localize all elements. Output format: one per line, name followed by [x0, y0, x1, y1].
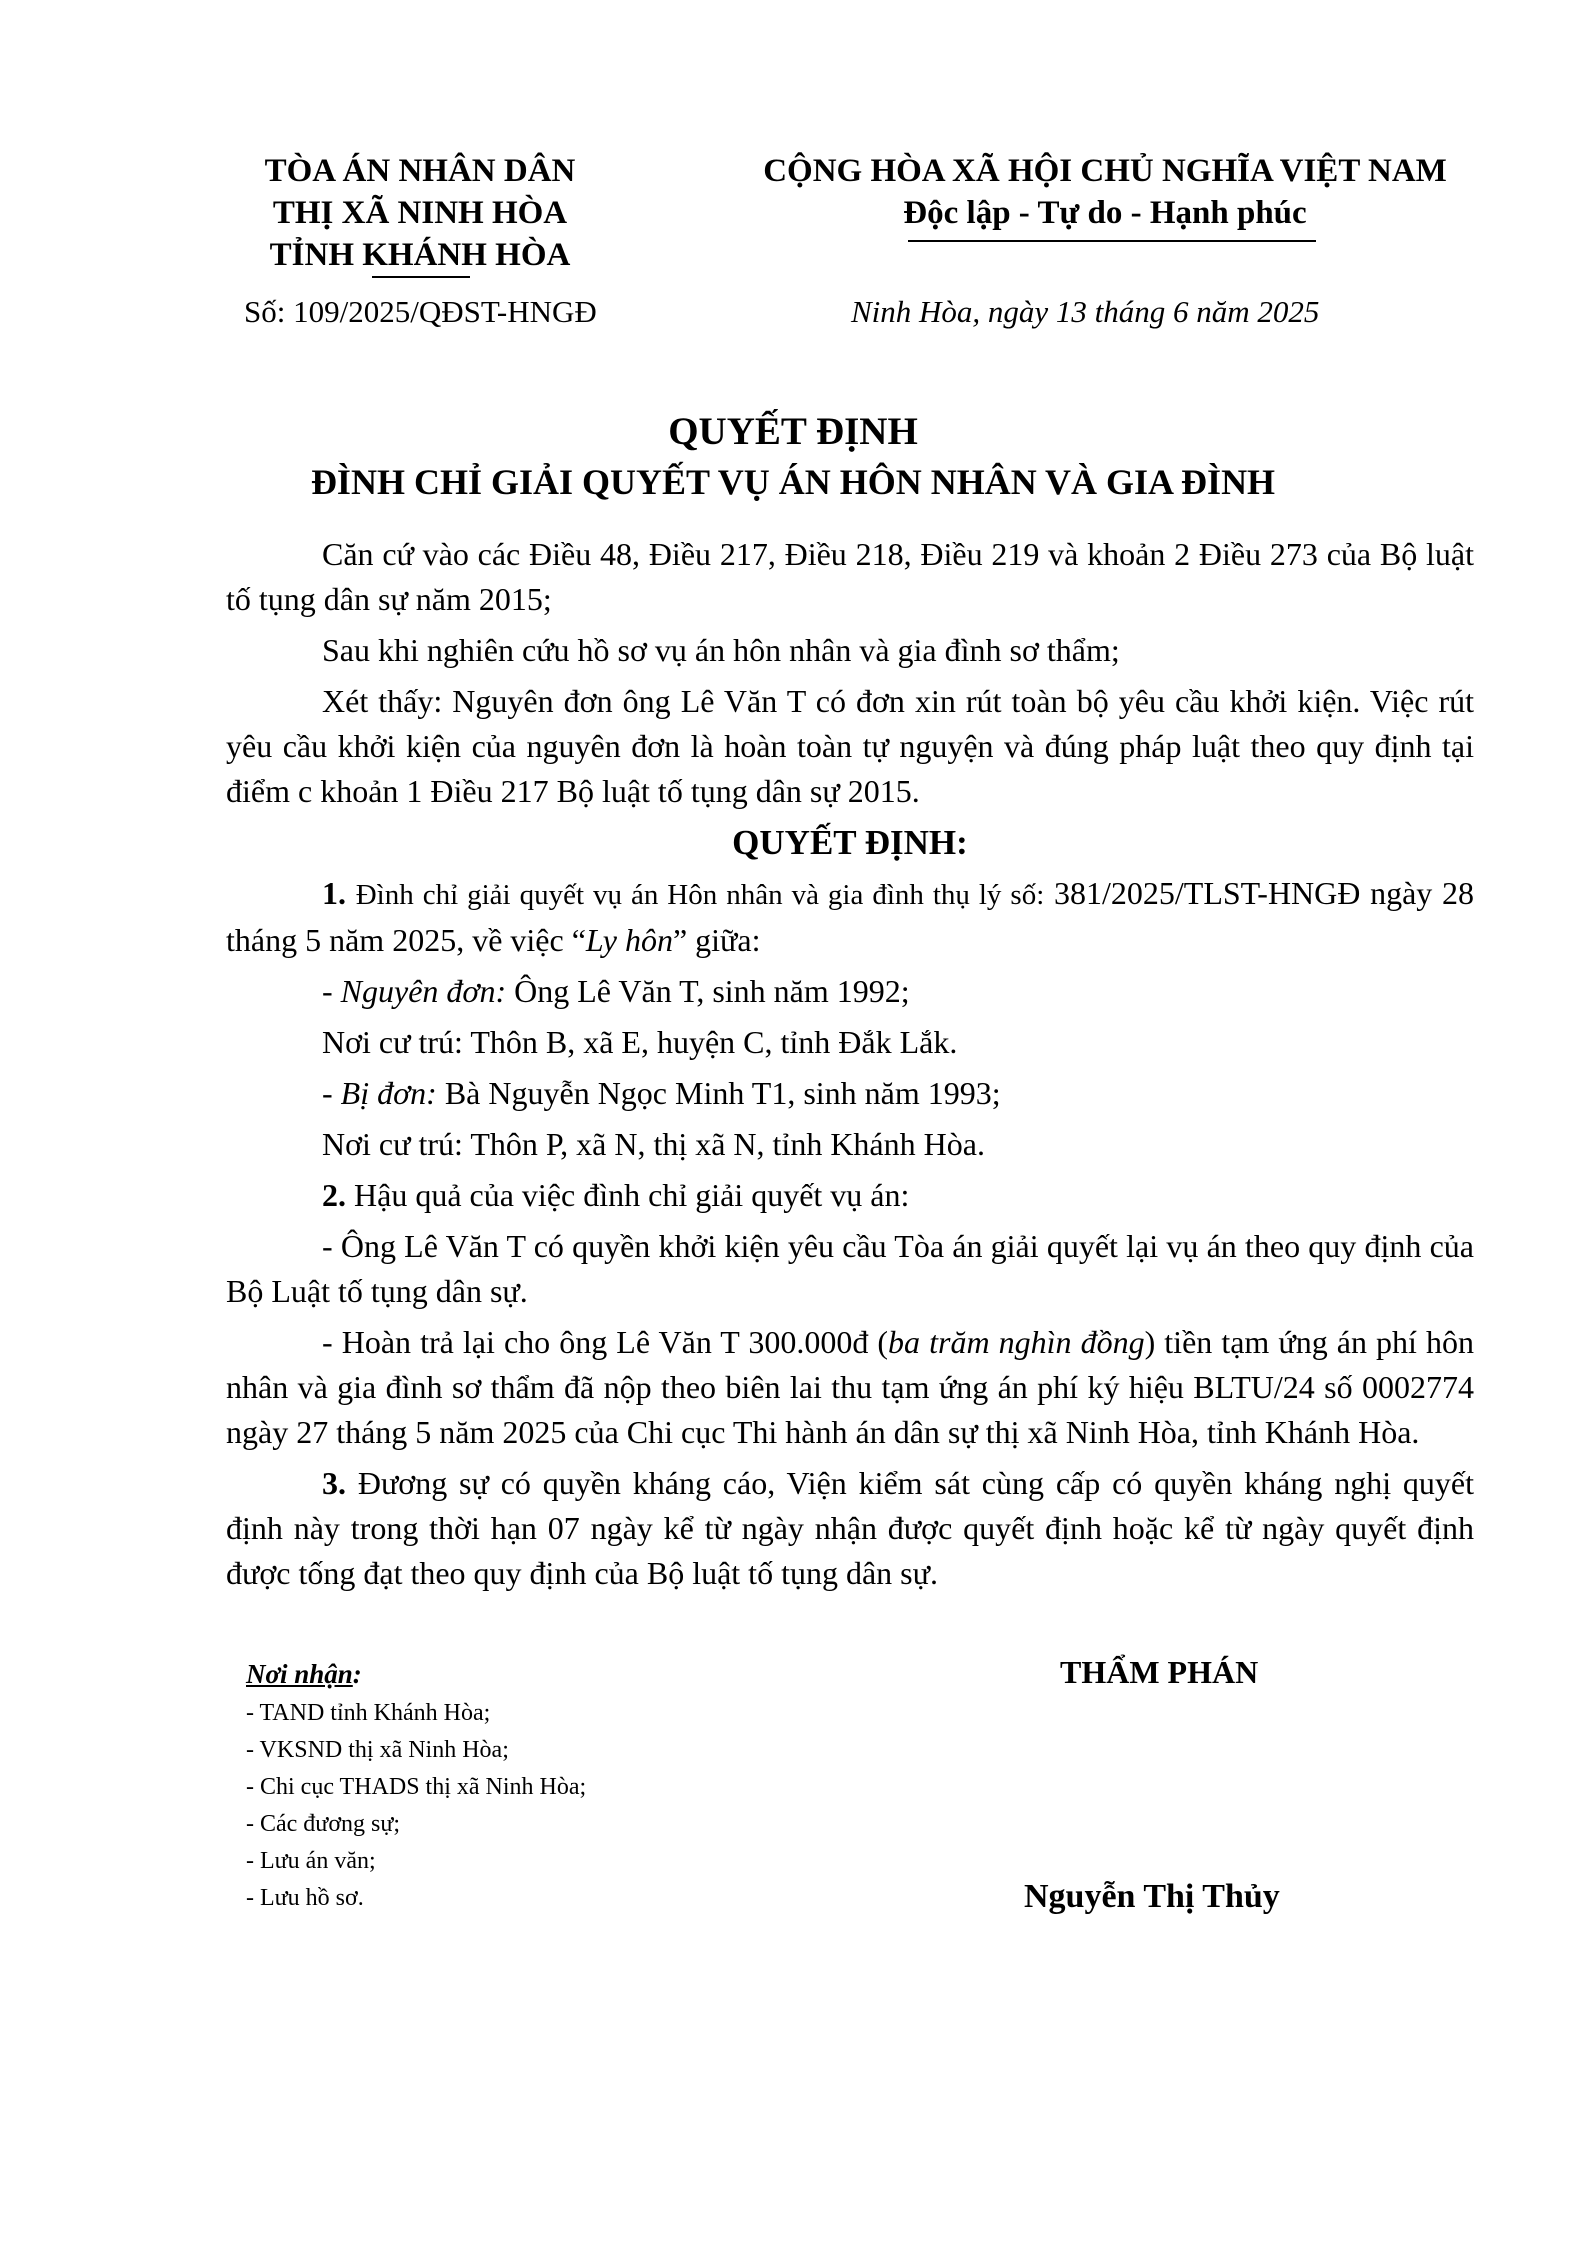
recipient-item: - Lưu hồ sơ.	[246, 1885, 364, 1911]
defendant-label: Bị đơn:	[340, 1075, 437, 1111]
preamble-review: Sau khi nghiên cứu hồ sơ vụ án hôn nhân và gia đình sơ thẩm;	[322, 632, 1120, 668]
item-2-sub-2-start: - Hoàn trả lại cho ông Lê Văn T 300.000đ (	[322, 1324, 889, 1360]
recipient-item: - VKSND thị xã Ninh Hòa;	[246, 1737, 509, 1763]
decision-item-3	[226, 1461, 1474, 1596]
decision-item-2	[226, 1173, 1474, 1218]
defendant-line: - Bị đơn: Bà Nguyễn Ngọc Minh T1, sinh năm 1993;	[322, 1075, 1001, 1111]
national-motto: Độc lập - Tự do - Hạnh phúc	[903, 195, 1307, 231]
plaintiff-label: Nguyên đơn:	[340, 973, 507, 1009]
item-1-text-small: Đình chỉ giải quyết vụ án Hôn nhân và gia đình thụ lý số:	[355, 879, 1045, 911]
motto-underline	[908, 240, 1316, 242]
recipient-item: - Lưu án văn;	[246, 1848, 376, 1874]
recipient-item: - Chi cục THADS thị xã Ninh Hòa;	[246, 1774, 587, 1800]
court-name-line2: THỊ XÃ NINH HÒA	[272, 195, 568, 231]
document-title: QUYẾT ĐỊNH	[668, 410, 918, 453]
recipient-item: - TAND tỉnh Khánh Hòa;	[246, 1700, 491, 1726]
defendant-info: Bà Nguyễn Ngọc Minh T1, sinh năm 1993;	[444, 1075, 1001, 1111]
recipient-item: - Các đương sự;	[246, 1811, 401, 1837]
item-2-text: Hậu quả của việc đình chỉ giải quyết vụ án:	[354, 1177, 910, 1213]
document-subtitle: ĐÌNH CHỈ GIẢI QUYẾT VỤ ÁN HÔN NHÂN VÀ GIA ĐÌNH	[310, 462, 1276, 502]
item-3-text: Đương sự có quyền kháng cáo, Viện kiểm sát cùng cấp có quyền kháng nghị quyết định này trong thời hạn 07 ngày kể từ ngày nhận được quyết định hoặc kể từ ngày quyết định được tống đạt theo quy định của Bộ luật tố tụng dân sự.	[226, 1465, 1475, 1591]
item-2-number: 2.	[322, 1177, 346, 1213]
case-type: Ly hôn	[585, 922, 673, 958]
item-1-number: 1.	[322, 875, 346, 911]
document-number: Số: 109/2025/QĐST-HNGĐ	[244, 294, 597, 329]
nation-name: CỘNG HÒA XÃ HỘI CHỦ NGHĨA VIỆT NAM	[763, 153, 1447, 189]
recipients-heading	[246, 1656, 586, 1695]
item-1-text-end: ” giữa:	[672, 922, 761, 958]
decision-item-1	[226, 871, 1474, 963]
preamble-considering: Xét thấy: Nguyên đơn ông Lê Văn T có đơn xin rút toàn bộ yêu cầu khởi kiện. Việc rút yêu cầu khởi kiện của nguyên đơn là hoàn toàn tự nguyện và đúng pháp luật theo quy định tại điểm c khoản 1 Điều 217 Bộ luật tố tụng dân sự 2015.	[226, 683, 1474, 809]
court-name-line3: TỈNH KHÁNH HÒA	[269, 237, 571, 273]
defendant-address: Nơi cư trú: Thôn P, xã N, thị xã N, tỉnh Khánh Hòa.	[322, 1126, 985, 1162]
decision-heading: QUYẾT ĐỊNH:	[732, 823, 968, 862]
recipients-block	[246, 1656, 586, 1917]
plaintiff-address: Nơi cư trú: Thôn B, xã E, huyện C, tỉnh Đắk Lắk.	[322, 1024, 958, 1060]
court-header-underline	[372, 276, 470, 278]
national-header	[720, 150, 1490, 234]
signer-name: Nguyễn Thị Thủy	[1024, 1878, 1280, 1915]
item-2-sub-2-end: ) tiền tạm ứng án phí hôn nhân và gia đình sơ thẩm đã nộp theo biên lai thu tạm ứng án phí ký hiệu BLTU/24 số 0002774 ngày 27 tháng 5 năm 2025 của Chi cục Thi hành án dân sự thị xã Ninh Hòa, tỉnh Khánh Hòa.	[226, 1324, 1475, 1450]
document-body	[226, 532, 1474, 1602]
item-1-text: 381/2025/TLST-HNGĐ ngày 28 tháng 5 năm 2025, về việc “	[226, 875, 1475, 958]
item-2-sub-1: - Ông Lê Văn T có quyền khởi kiện yêu cầu Tòa án giải quyết lại vụ án theo quy định của Bộ Luật tố tụng dân sự.	[226, 1228, 1474, 1309]
recipients-colon: :	[352, 1659, 362, 1689]
amount-in-words: ba trăm nghìn đồng	[888, 1324, 1145, 1360]
preamble-legal-basis: Căn cứ vào các Điều 48, Điều 217, Điều 218, Điều 219 và khoản 2 Điều 273 của Bộ luật tố tụng dân sự năm 2015;	[226, 536, 1474, 617]
court-name-line1: TÒA ÁN NHÂN DÂN	[264, 153, 576, 189]
item-2-sub-2	[226, 1320, 1474, 1455]
item-3-number: 3.	[322, 1465, 346, 1501]
signer-role: THẨM PHÁN	[1060, 1654, 1259, 1690]
plaintiff-info: Ông Lê Văn T, sinh năm 1992;	[514, 973, 910, 1009]
recipients-title: Nơi nhận	[246, 1659, 353, 1689]
plaintiff-line: - Nguyên đơn: Ông Lê Văn T, sinh năm 1992;	[322, 973, 910, 1009]
document-date: Ninh Hòa, ngày 13 tháng 6 năm 2025	[851, 294, 1320, 329]
court-header	[200, 150, 640, 276]
